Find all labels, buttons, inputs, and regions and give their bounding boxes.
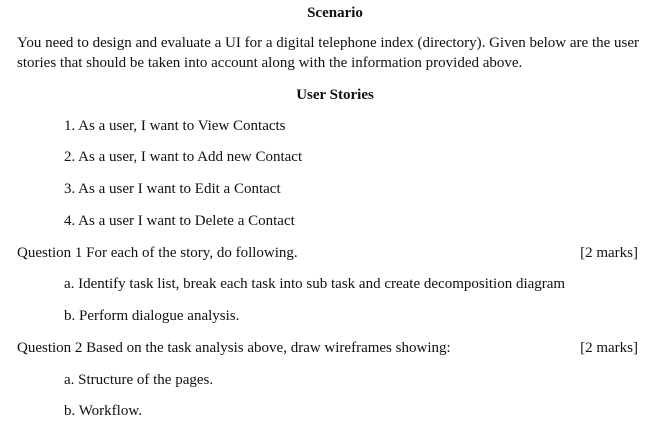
user-story-item: 2. As a user, I want to Add new Contact	[64, 149, 303, 165]
question-2-marks: [2 marks]	[580, 340, 638, 356]
question-2-text: Question 2 Based on the task analysis above, draw wireframes showing:	[17, 340, 451, 356]
scenario-paragraph: You need to design and evaluate a UI for a digital telephone index (directory). Given below are the user stories that should be taken into account along with the information provided above.	[17, 35, 640, 71]
user-stories-heading: User Stories	[296, 87, 374, 103]
question-1-text: Question 1 For each of the story, do following.	[17, 245, 298, 261]
question-2-part-b: b. Workflow.	[64, 403, 142, 419]
question-1-part-a: a. Identify task list, break each task into sub task and create decomposition diagram	[64, 276, 566, 292]
question-2-row	[17, 339, 638, 357]
question-2-part-a: a. Structure of the pages.	[64, 372, 214, 388]
question-1-part-b: b. Perform dialogue analysis.	[64, 308, 240, 324]
question-1-marks: [2 marks]	[580, 245, 638, 261]
user-story-item: 1. As a user, I want to View Contacts	[64, 118, 286, 134]
question-1-row	[17, 244, 638, 262]
user-story-item: 4. As a user I want to Delete a Contact	[64, 213, 295, 229]
user-story-item: 3. As a user I want to Edit a Contact	[64, 181, 281, 197]
scenario-heading: Scenario	[307, 5, 363, 21]
